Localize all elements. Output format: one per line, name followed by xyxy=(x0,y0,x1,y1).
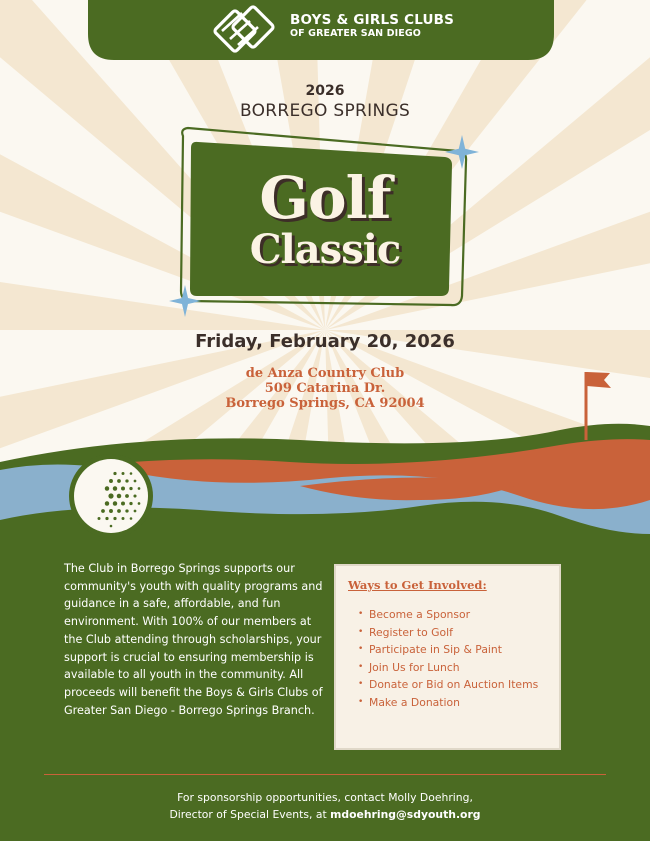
golf-ball-dimple xyxy=(122,472,125,475)
contact-line2 xyxy=(0,806,650,823)
golf-ball-dimple xyxy=(138,502,141,505)
list-item: • Donate or Bid on Auction Items xyxy=(348,676,547,694)
golf-ball-dimple xyxy=(138,487,141,490)
contact-line1: For sponsorship opportunities, contact Molly Doehring, xyxy=(177,791,473,804)
golf-ball-dimple xyxy=(134,510,137,513)
footer-divider xyxy=(44,774,606,775)
ways-to-get-involved-box xyxy=(334,564,561,750)
golf-ball-dimple xyxy=(113,486,117,490)
list-item: • Participate in Sip & Paint xyxy=(348,641,547,659)
golf-ball-dimple xyxy=(117,479,121,483)
golf-ball-dimple xyxy=(108,493,113,498)
venue-address xyxy=(0,366,650,411)
golf-ball-dimple xyxy=(130,472,133,475)
golf-ball-dimple xyxy=(125,494,129,498)
club-description: The Club in Borrego Springs supports our community's youth with quality programs and guidance in a safe, affordable, and fun environment. With 100% of our members at the Club attending through scholarships, your support is crucial to ensuring membership is available to all youth in the community. All proceeds will benefit the Boys & Girls Clubs of Greater San Diego - Borrego Springs Branch. xyxy=(64,562,323,717)
golf-ball-dimple xyxy=(101,509,105,513)
golf-ball-icon xyxy=(69,454,153,538)
golf-ball-dimple xyxy=(121,502,125,506)
event-title-line2: Classic xyxy=(249,226,401,273)
golf-ball-dimple xyxy=(105,517,108,520)
golf-ball-dimple xyxy=(133,494,136,497)
event-date: Friday, February 20, 2026 xyxy=(195,331,455,352)
org-logo-text xyxy=(290,12,454,40)
golf-ball-dimple xyxy=(130,517,133,520)
golf-ball-dimple xyxy=(113,517,116,520)
golf-ball-dimple xyxy=(122,517,125,520)
golf-ball-dimple xyxy=(125,479,128,482)
golf-ball-dimple xyxy=(125,509,128,512)
golf-ball-dimple xyxy=(113,472,116,475)
golf-ball-dimple xyxy=(105,501,109,505)
venue-city: Borrego Springs, CA 92004 xyxy=(225,396,425,411)
event-year: 2026 xyxy=(305,83,345,99)
list-item: • Make a Donation xyxy=(348,694,547,712)
org-subtitle: OF GREATER SAN DIEGO xyxy=(290,28,421,39)
venue-street: 509 Catarina Dr. xyxy=(264,381,386,396)
ways-title: Ways to Get Involved: xyxy=(348,578,487,592)
golf-ball-dimple xyxy=(129,502,132,505)
golf-ball-dimple xyxy=(117,494,122,499)
golf-ball-dimple xyxy=(117,509,121,513)
ways-list xyxy=(348,606,547,712)
golf-ball-dimple xyxy=(121,487,125,491)
golf-ball-dimple xyxy=(134,480,137,483)
golf-ball-dimple xyxy=(110,525,113,528)
list-item: • Become a Sponsor xyxy=(348,606,547,624)
golf-ball-dimple xyxy=(109,509,113,513)
contact-info xyxy=(0,789,650,823)
org-name: BOYS & GIRLS CLUBS xyxy=(290,12,455,28)
golf-ball-dimple xyxy=(98,517,101,520)
list-item: • Join Us for Lunch xyxy=(348,659,547,677)
list-item: • Register to Golf xyxy=(348,624,547,642)
contact-email-link[interactable]: mdoehring@sdyouth.org xyxy=(330,808,481,821)
golf-ball-dimple xyxy=(105,486,109,490)
contact-line2-prefix: Director of Special Events, at xyxy=(169,808,331,821)
golf-ball-dimple xyxy=(113,501,117,505)
event-title-line1: Golf xyxy=(259,164,391,232)
golf-ball-dimple xyxy=(109,479,113,483)
event-location-name: BORREGO SPRINGS xyxy=(239,101,411,121)
venue-name: de Anza Country Club xyxy=(245,366,405,381)
golf-ball-dimple xyxy=(129,487,132,490)
